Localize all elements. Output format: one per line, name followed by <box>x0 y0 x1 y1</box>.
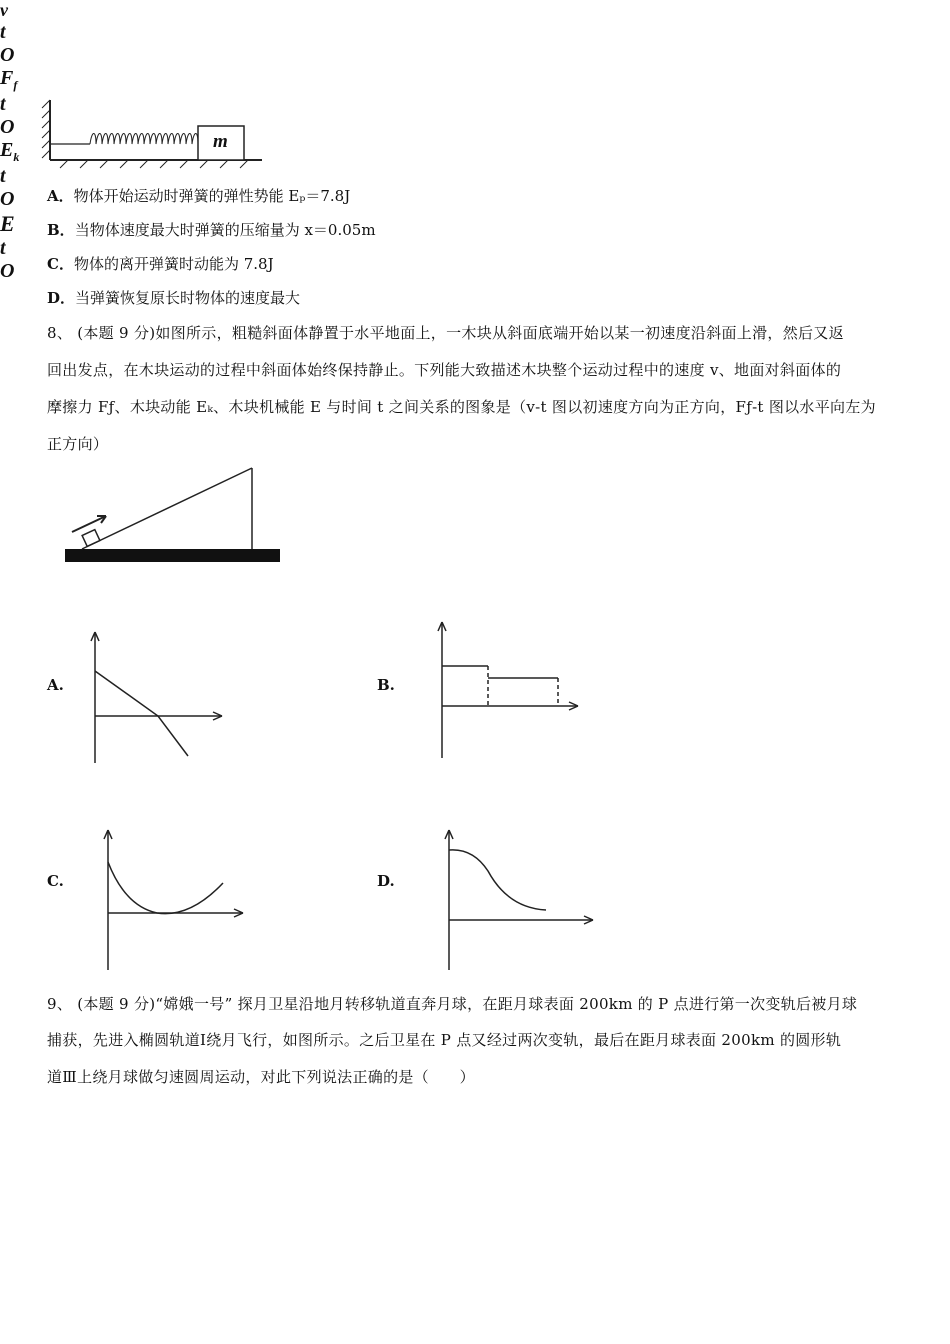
graph-b-y-label-text: f <box>13 78 18 92</box>
graph-a-origin: O <box>0 44 15 66</box>
graph-a-label: A. <box>47 676 64 694</box>
graph-b-y-label: $F_f$ <box>0 67 18 92</box>
q9-line: 捕获，先进入椭圆轨道Ⅰ绕月飞行，如图所示。之后卫星在 P 点又经过两次变轨，最后在距月球表面 200km 的圆形轨 <box>47 1031 842 1049</box>
graph-d-x-label: t <box>0 237 6 259</box>
option-b: B．当物体速度最大时弹簧的压缩量为 x＝0.05m <box>47 221 376 239</box>
graph-d-y-label: E <box>0 211 15 236</box>
graph-d-e-t <box>438 826 598 972</box>
graph-d-label: D. <box>377 872 395 890</box>
q8-line: 8、 (本题 9 分)如图所示，粗糙斜面体静置于水平地面上，一木块从斜面底端开始以某一初速度沿斜面上滑，然后又返 <box>47 324 844 342</box>
graph-c-origin: O <box>0 188 15 210</box>
q9-line: 9、 (本题 9 分)“嫦娥一号” 探月卫星沿地月转移轨道直奔月球，在距月球表面 200km 的 P 点进行第一次变轨后被月球 <box>47 995 858 1013</box>
option-d: D．当弹簧恢复原长时物体的速度最大 <box>47 289 301 307</box>
graph-c-y-label: $E_k$ <box>0 139 20 164</box>
graph-c-ek-t <box>95 826 250 972</box>
graph-a-v-t <box>80 628 230 768</box>
spring-mass-figure <box>40 98 270 170</box>
graph-a-x-label: t <box>0 21 6 43</box>
graph-b-label: B. <box>377 676 395 694</box>
graph-c-x-label: t <box>0 165 6 187</box>
incline-figure <box>60 462 285 572</box>
graph-b-x-label: t <box>0 93 6 115</box>
graph-b-origin: O <box>0 116 15 138</box>
q8-line: 正方向） <box>47 435 109 453</box>
graph-c-label: C. <box>47 872 64 890</box>
q9-line: 道Ⅲ上绕月球做匀速圆周运动，对此下列说法正确的是（ ） <box>47 1068 475 1086</box>
option-c: C．物体的离开弹簧时动能为 7.8J <box>47 255 274 273</box>
graph-a-y-label: v <box>0 0 8 20</box>
mass-label: m <box>213 131 228 152</box>
option-a: A．物体开始运动时弹簧的弹性势能 Eₚ＝7.8J <box>47 187 351 205</box>
q8-line: 摩擦力 Fƒ、木块动能 Eₖ、木块机械能 E 与时间 t 之间关系的图象是（v-t 图以初速度方向为正方向，Fƒ-t 图以水平向左为 <box>47 398 876 416</box>
graph-b-ff-t <box>428 618 588 760</box>
q8-line: 回出发点，在木块运动的过程中斜面体始终保持静止。下列能大致描述木块整个运动过程中的速度 v、地面对斜面体的 <box>47 361 842 379</box>
graph-d-origin: O <box>0 260 15 282</box>
